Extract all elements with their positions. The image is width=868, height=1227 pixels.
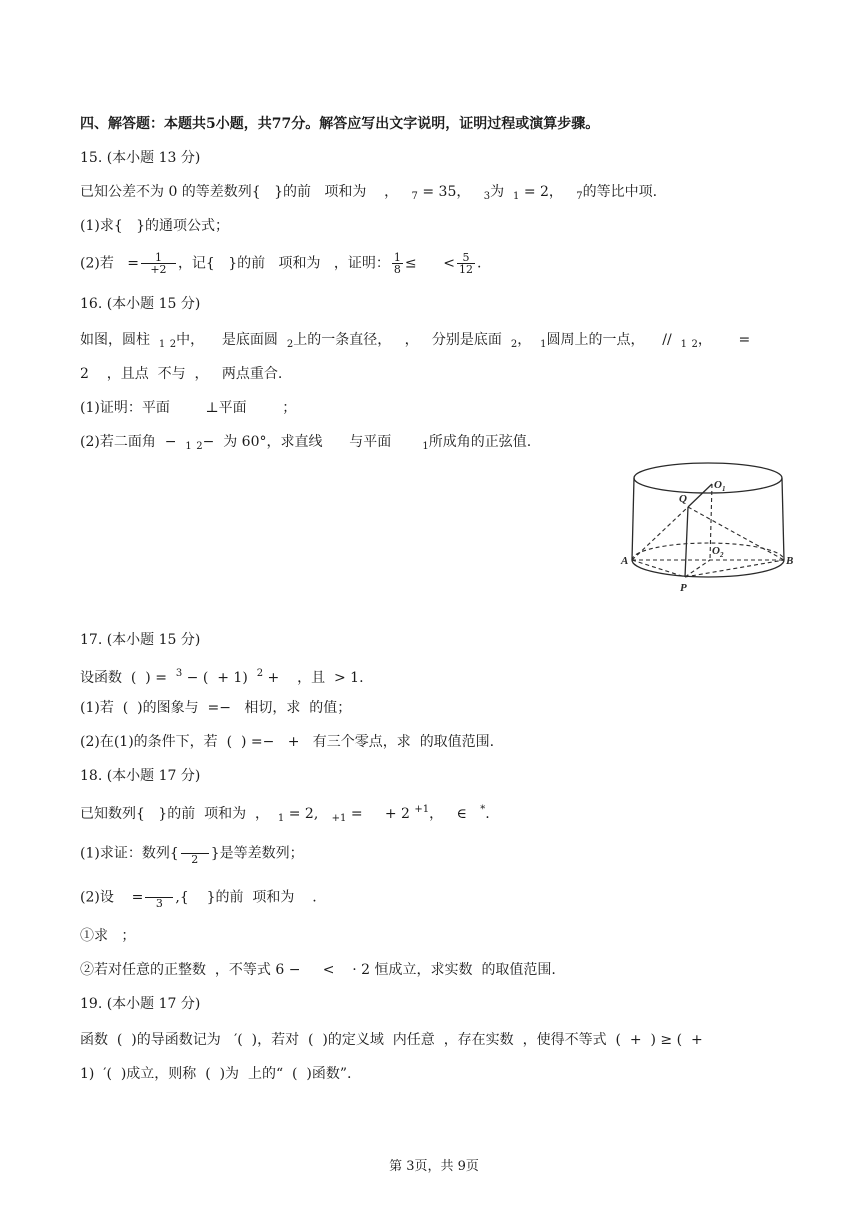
q16-part2: (2)若二面角 − $_1$ $_2$− 为 60°，求直线 与平面 $_1$所成角的正弦值. bbox=[80, 434, 532, 452]
page-footer: 第 3页，共 9页 bbox=[389, 1159, 479, 1174]
q17-part1: (1)若 ( )的图象与 =− 相切，求 的值； bbox=[80, 700, 352, 716]
label-p: P bbox=[680, 582, 687, 594]
label-q: Q bbox=[679, 493, 687, 505]
label-a: A bbox=[621, 555, 629, 567]
q15-fraction-bn: $\frac{1}{+2}$ bbox=[141, 252, 176, 275]
q18-part1: (1)求证：数列{ 2 }是等差数列； bbox=[80, 842, 304, 865]
q18-fraction-bn: 3 bbox=[145, 886, 173, 909]
q15-part1: (1)求{ }的通项公式； bbox=[80, 218, 230, 234]
segment-po2 bbox=[685, 560, 710, 577]
q18-part2: (2)设 = 3 ,{ }的前 项和为 . bbox=[80, 886, 317, 909]
q18-fraction-sn-over-2n: 2 bbox=[181, 842, 209, 865]
segment-ap bbox=[632, 560, 685, 577]
q16-title: 16. (本小题 15 分) bbox=[80, 296, 201, 312]
q15-stem: 已知公差不为 0 的等差数列{ }的前 项和为 ， $_7$ = 35， $_3$为 $_1$ = 2， $_7$的等比中项. bbox=[80, 184, 658, 202]
segment-pb bbox=[685, 560, 784, 577]
segment-qb bbox=[688, 507, 784, 560]
label-o1: $O_1$ bbox=[714, 479, 726, 493]
q19-line1: 函数 ( )的导函数记为 ′( )，若对 ( )的定义域 内任意 ，存在实数 ，使得不等式 ( + ) ≥ ( + bbox=[80, 1032, 703, 1048]
label-o2: $O_2$ bbox=[712, 545, 724, 559]
q18-sub2: ②若对任意的正整数 ，不等式 6 − < · 2 恒成立，求实数 的取值范围. bbox=[80, 962, 556, 978]
q15-fraction-five-twelfths: $\frac{5}{12}$ bbox=[459, 251, 474, 276]
label-b: B bbox=[786, 555, 794, 567]
right-edge bbox=[782, 478, 784, 560]
q17-title: 17. (本小题 15 分) bbox=[80, 632, 201, 648]
q18-sub1: ①求 ； bbox=[80, 928, 136, 944]
q15-fraction-one-eighth: $\frac{1}{8}$ bbox=[393, 251, 401, 276]
q15-title: 15. (本小题 13 分) bbox=[80, 150, 201, 166]
q18-title: 18. (本小题 17 分) bbox=[80, 768, 201, 784]
segment-aq bbox=[632, 507, 688, 560]
q17-part2: (2)在(1)的条件下，若 ( ) =− + 有三个零点，求 的取值范围. bbox=[80, 734, 495, 750]
q18-stem: 已知数列{ }的前 项和为 ， $_1$ = 2, $_{+1}$ = + 2 $^{+1}$， ∈ *. bbox=[80, 804, 490, 824]
segment-qp bbox=[685, 507, 688, 577]
q16-part1: (1)证明：平面 ⊥平面 ； bbox=[80, 400, 297, 416]
q17-stem: 设函数 ( ) = $^3$ − ( + 1) $^2$ + ，且 > 1. bbox=[80, 668, 364, 686]
q19-line2: 1) ′( )成立，则称 ( )为 上的“ ( )函数”. bbox=[80, 1066, 352, 1082]
cylinder-figure bbox=[618, 456, 800, 596]
bottom-front-arc bbox=[632, 560, 784, 577]
left-edge bbox=[632, 478, 634, 560]
section-heading: 四、解答题：本题共5小题，共77分。解答应写出文字说明，证明过程或演算步骤。 bbox=[80, 116, 600, 132]
q16-line2: 2 ，且点 不与 ， 两点重合. bbox=[80, 366, 283, 382]
segment-qo1 bbox=[688, 484, 712, 507]
bottom-back-arc bbox=[632, 543, 784, 560]
q16-line1: 如图，圆柱 $_1$ $_2$中， 是底面圆 $_2$上的一条直径， ， 分别是底面 $_2$， $_1$圆周上的一点， // $_1$ $_2$， = bbox=[80, 332, 751, 350]
q15-part2: (2)若 = $\frac{1}{+2}$ ，记{ }的前 项和为 ，证明： $\frac{1}{8}$ ≤ < $\frac{5}{12}$ . bbox=[80, 251, 482, 276]
q19-title: 19. (本小题 17 分) bbox=[80, 996, 201, 1012]
